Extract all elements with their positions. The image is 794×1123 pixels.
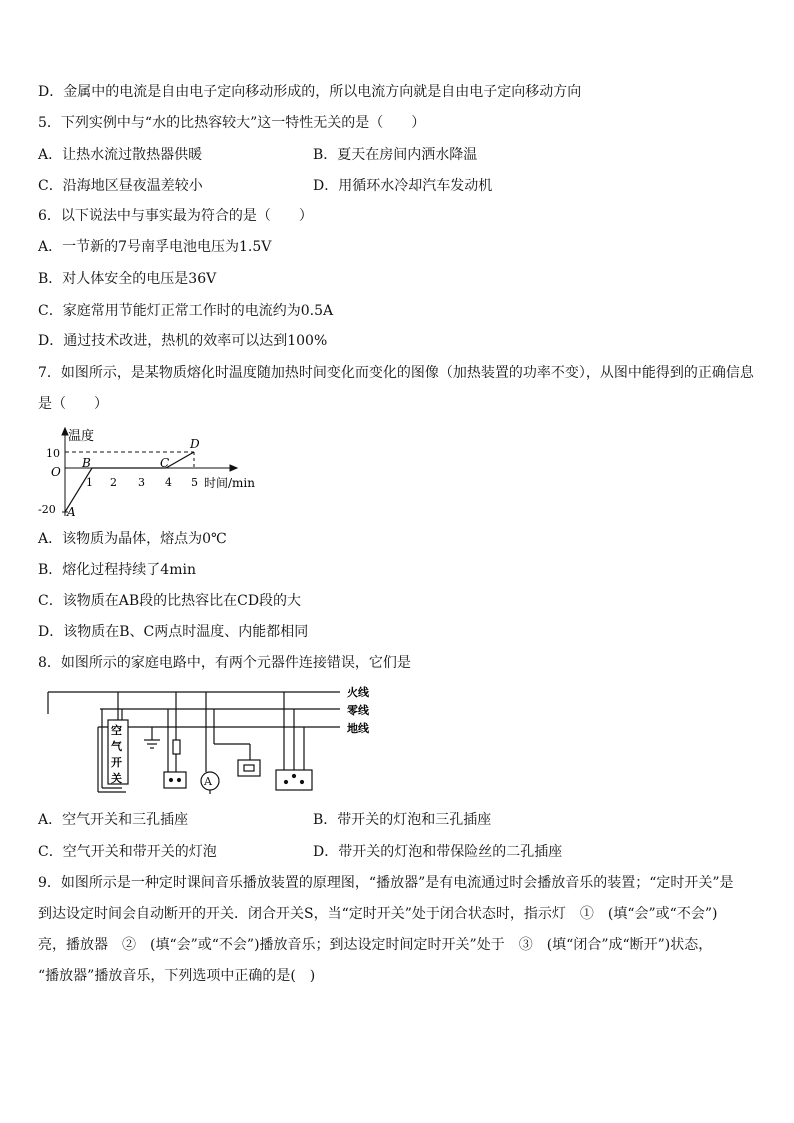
- option-6b: B．对人体安全的电压是36V: [38, 271, 217, 287]
- option-5a: A．让热水流过散热器供暖: [38, 147, 203, 163]
- option-7b: B．熔化过程持续了4min: [38, 562, 196, 578]
- household-circuit-figure: [40, 684, 390, 796]
- breaker-char-1: 空: [111, 724, 122, 737]
- point-d-label: D: [190, 437, 200, 451]
- question-9-line4: “播放器”播放音乐，下列选项中正确的是( ): [38, 968, 316, 984]
- option-6a: A．一节新的7号南孚电池电压为1.5V: [38, 239, 272, 255]
- option-5d: D．用循环水冷却汽车发动机: [313, 178, 493, 194]
- ground-wire-label: 地线: [347, 722, 369, 735]
- melting-curve-figure: [34, 424, 274, 520]
- svg-text:A: A: [204, 775, 212, 788]
- point-c-label: C: [160, 456, 170, 470]
- y-tick-minus20: -20: [38, 503, 56, 516]
- origin-label: O: [51, 465, 61, 479]
- breaker-char-3: 开: [111, 756, 122, 769]
- point-a-label: A: [67, 505, 76, 519]
- option-6c: C．家庭常用节能灯正常工作时的电流约为0.5A: [38, 303, 334, 319]
- option-4d: D．金属中的电流是自由电子定向移动形成的，所以电流方向就是自由电子定向移动方向: [38, 84, 582, 100]
- option-7d: D．该物质在B、C两点时温度、内能都相同: [38, 624, 309, 640]
- y-tick-10: 10: [46, 447, 60, 460]
- breaker-char-4: 关: [111, 772, 122, 785]
- option-8d: D．带开关的灯泡和带保险丝的二孔插座: [313, 844, 563, 860]
- question-9-line2: 到达设定时间会自动断开的开关．闭合开关S，当“定时开关”处于闭合状态时，指示灯 ① (填“会”或“不会”): [38, 906, 718, 922]
- question-8: 8．如图所示的家庭电路中，有两个元器件连接错误，它们是: [38, 655, 411, 671]
- neutral-wire-label: 零线: [347, 704, 369, 717]
- x-tick-5: 5: [191, 476, 198, 489]
- x-tick-3: 3: [138, 476, 145, 489]
- point-b-label: B: [82, 456, 91, 470]
- x-tick-2: 2: [110, 476, 117, 489]
- breaker-char-2: 气: [111, 740, 122, 753]
- question-7-cont: 是（ ）: [38, 396, 108, 412]
- y-axis-label: 温度: [68, 429, 95, 444]
- question-5: 5．下列实例中与“水的比热容较大”这一特性无关的是（ ）: [38, 115, 426, 131]
- x-axis-label: 时间/min: [204, 476, 255, 490]
- option-5c: C．沿海地区昼夜温差较小: [38, 178, 203, 194]
- x-tick-1: 1: [86, 476, 93, 489]
- option-8b: B．带开关的灯泡和三孔插座: [313, 812, 492, 828]
- x-tick-4: 4: [165, 476, 172, 489]
- question-6: 6．以下说法中与事实最为符合的是（ ）: [38, 208, 313, 224]
- option-8c: C．空气开关和带开关的灯泡: [38, 844, 217, 860]
- question-7: 7．如图所示，是某物质熔化时温度随加热时间变化而变化的图像（加热装置的功率不变），从图中能得到的正确信息: [38, 365, 754, 381]
- live-wire-label: 火线: [347, 686, 369, 699]
- question-9-line1: 9．如图所示是一种定时课间音乐播放装置的原理图，“播放器”是有电流通过时会播放音乐的装置；“定时开关”是: [38, 875, 734, 891]
- option-8a: A．空气开关和三孔插座: [38, 812, 189, 828]
- option-7a: A．该物质为晶体，熔点为0℃: [38, 531, 227, 547]
- question-9-line3: 亮，播放器 ② (填“会”或“不会”)播放音乐；到达设定时间定时开关”处于 ③ (填“闭合”成“断开”)状态，: [38, 937, 713, 953]
- option-5b: B．夏天在房间内洒水降温: [313, 147, 478, 163]
- option-6d: D．通过技术改进，热机的效率可以达到100%: [38, 333, 328, 349]
- option-7c: C．该物质在AB段的比热容比在CD段的大: [38, 593, 302, 609]
